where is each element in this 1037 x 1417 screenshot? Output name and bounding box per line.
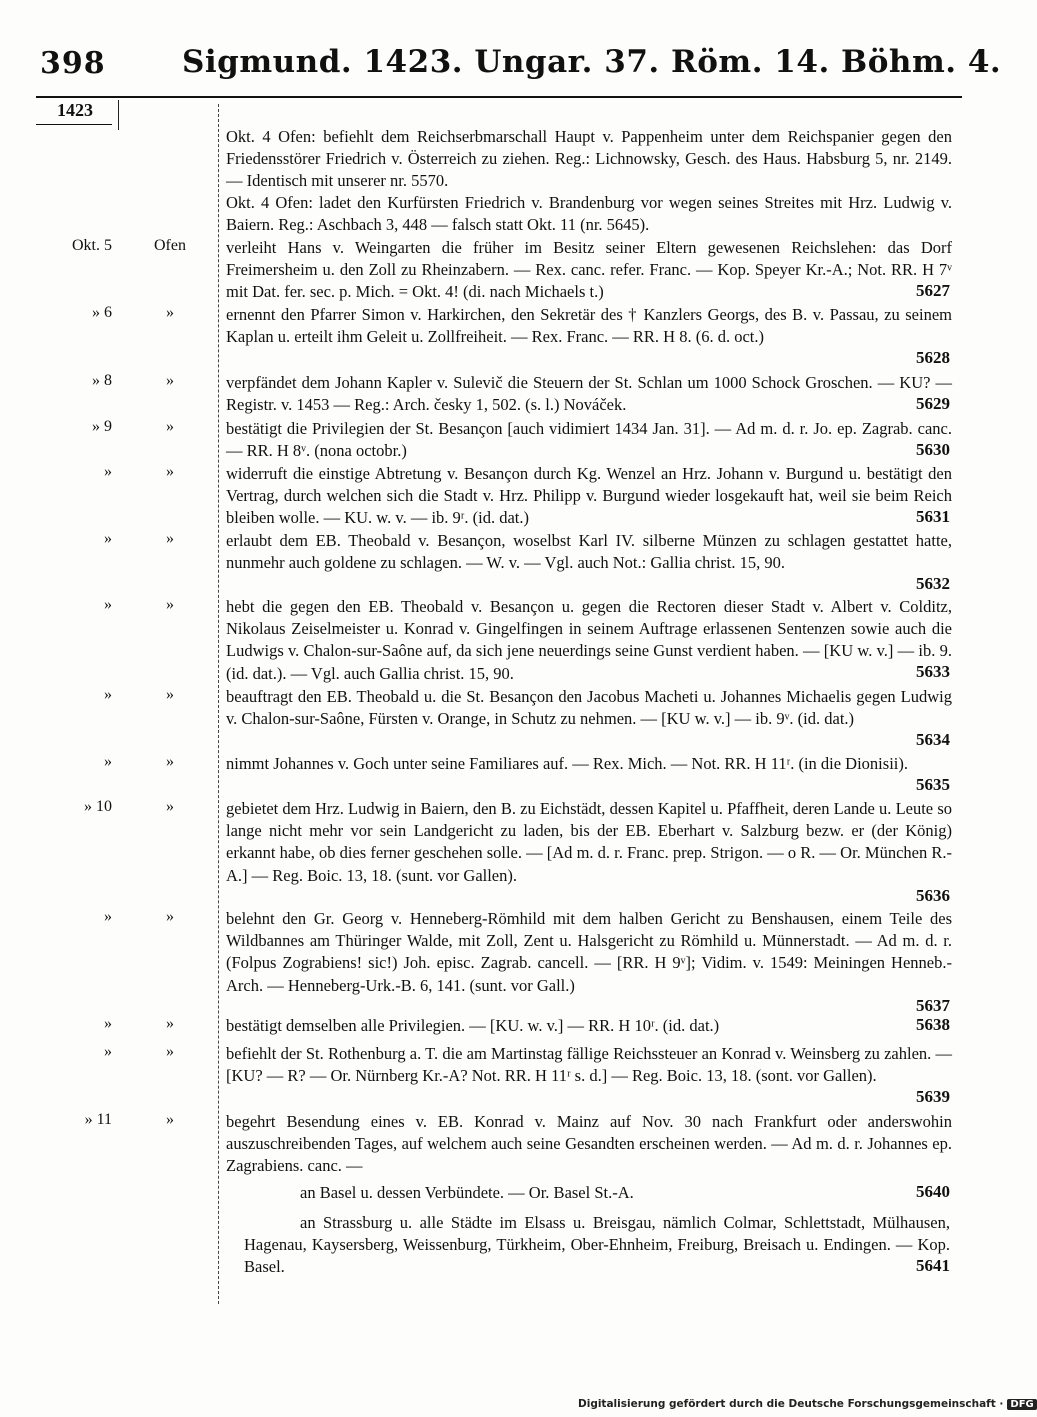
entry-place: » [166,798,174,815]
entry-text: nimmt Johannes v. Goch unter seine Familiares auf. — Rex. Mich. — Not. RR. H 11ʳ. (in die Dionisii). [226,754,908,773]
regest-number: 5641 [916,1256,950,1275]
header-rule [36,96,962,98]
entry-place: » [166,596,174,613]
regest-number: 5636 [916,886,950,905]
regest-number: 5639 [916,1087,950,1106]
entry-date: » [104,753,112,770]
running-head: Sigmund. 1423. Ungar. 37. Röm. 14. Böhm. 4. [182,44,1002,80]
regest-number: 5635 [916,775,950,794]
entry-text: belehnt den Gr. Georg v. Henneberg-Römhild mit dem halben Gericht zu Benshausen, einem Teile des Wildbannes am Thüringer Walde, mit Zoll, Zent u. Halsgericht zu Römhild u. Münnerstadt. — Ad m. d. r. (Folpus Zograbiens! sic!) Joh. episc. Zagrab. cancell. — [RR. H 9ᵛ]; Vidim. v. 1549: Meiningen Henneb.-Arch. — Henneberg-Urk.-B. 6, 141. (sunt. vor Gall.) [226,909,952,995]
year-label: 1423 [57,100,93,120]
entry-text: gebietet dem Hrz. Ludwig in Baiern, den B. zu Eichstädt, dessen Kapitel u. Pfaffheit, deren Lande u. Leute so lange nicht mehr vor sein Landgericht zu laden, bis der EB. Eberhart v. Salzburg bezw. er (der König) erkannt habe, ob dies ferner geschehen solle. — [Ad m. d. r. Franc. prep. Strigon. — o R. — Or. München R.-A.] — Reg. Boic. 13, 18. (sunt. vor Gallen). [226,799,952,885]
entry-place: » [166,1111,174,1128]
entry-date: » 8 [92,372,112,389]
funding-footer [578,1398,1034,1410]
regest-number: 5634 [916,730,950,749]
entry-date: » [104,530,112,547]
entry-text: an Basel u. dessen Verbündete. — Or. Basel St.-A. [300,1183,634,1202]
entry-text: verpfändet dem Johann Kapler v. Sulevič die Steuern der St. Schlan um 1000 Schock Groschen. — KU? — Registr. v. 1453 — Reg.: Arch. česky 1, 502. (s. l.) Nováček. [226,373,952,415]
regest-number: 5627 [916,281,950,300]
entry-date: » 11 [84,1111,112,1128]
entry-place: » [166,304,174,321]
entry-text: an Strassburg u. alle Städte im Elsass u. Breisgau, nämlich Colmar, Schlettstadt, Mülhausen, Hagenau, Kaysersberg, Weissenburg, Türkheim, Ober-Ehnheim, Freiburg, Breisach u. Endingen. — Kop. Basel. [244,1213,950,1277]
entry-date: Okt. 5 [72,237,112,254]
entry-date: » [104,1015,112,1032]
entry-place: » [166,372,174,389]
entry-text: Okt. 4 Ofen: ladet den Kurfürsten Friedrich v. Brandenburg vor wegen seines Streites mit Hrz. Ludwig v. Baiern. Reg.: Aschbach 3, 448 — falsch statt Okt. 11 (nr. 5645). [226,193,952,235]
entry-place: Ofen [154,237,186,254]
entry-place: » [166,686,174,703]
column-rule [218,104,219,1304]
entry-date: » 9 [92,418,112,435]
entry-date: » [104,686,112,703]
entry-text: bestätigt demselben alle Privilegien. — [KU. w. v.] — RR. H 10ʳ. (id. dat.) [226,1016,720,1035]
regest-number: 5628 [916,348,950,367]
entry-place: » [166,530,174,547]
entry-place: » [166,463,174,480]
entry-text: befiehlt der St. Rothenburg a. T. die am Martinstag fällige Reichssteuer an Konrad v. Weinsberg zu zahlen. — [KU? — R? — Or. Nürnberg Kr.-A? Not. RR. H 11ʳ s. d.] — Reg. Boic. 13, 18. (sont. vor Gallen). [226,1044,952,1086]
entry-place: » [166,908,174,925]
footer-text: Digitalisierung gefördert durch die Deutsche Forschungsgemeinschaft · [578,1398,1004,1410]
year-rule [36,124,112,125]
entry-date: » 6 [92,304,112,321]
entry-place: » [166,418,174,435]
column-rule [118,100,119,130]
entry-date: » [104,1043,112,1060]
entry-place: » [166,1015,174,1032]
entry-date: » [104,463,112,480]
regest-number: 5632 [916,574,950,593]
entry-text: begehrt Besendung eines v. EB. Konrad v. Mainz auf Nov. 30 nach Frankfurt oder anderswohin auszuschreibenden Tages, auf welchem auch seine Gesandten erscheinen werden. — Ad m. d. r. Johannes ep. Zagrabiens. canc. — [226,1112,952,1176]
dfg-logo: DFG [1007,1399,1036,1410]
entry-text: widerruft die einstige Abtretung v. Besançon durch Kg. Wenzel an Hrz. Johann v. Burgund u. bestätigt den Vertrag, durch welchen sich die Stadt v. Hrz. Philipp v. Burgund wieder losgekauft hat, weil sie beim Reich bleiben wolle. — KU. w. v. — ib. 9ʳ. (id. dat.) [226,464,952,528]
page-number: 398 [40,46,106,81]
regest-number: 5629 [916,394,950,413]
entry-text: erlaubt dem EB. Theobald v. Besançon, woselbst Karl IV. silberne Münzen zu schlagen gestattet hatte, nunmehr auch goldene zu schlagen. — W. v. — Vgl. auch Not.: Gallia christ. 15, 90. [226,531,952,573]
entry-text: beauftragt den EB. Theobald u. die St. Besançon den Jacobus Macheti u. Johannes Michaelis gegen Ludwig v. Chalon-sur-Saône, Fürsten v. Orange, in Schutz zu nehmen. — [KU w. v.] — ib. 9ᵛ. (id. dat.) [226,687,952,729]
regest-number: 5633 [916,662,950,681]
regest-number: 5637 [916,996,950,1015]
entry-date: » [104,908,112,925]
entry-text: hebt die gegen den EB. Theobald v. Besançon u. gegen die Rectoren dieser Stadt v. Albert v. Colditz, Nikolaus Zeiselmeister u. Konrad v. Gingelfingen in seinem Auftrage erlassenen Sentenzen sowie auch die Ludwigs v. Chalon-sur-Saône auf, da sich jene neuerdings seine Gunst verdient haben. — [KU w. v.] — ib. 9. (id. dat.). — Vgl. auch Gallia christ. 15, 90. [226,597,952,683]
entry-text: Okt. 4 Ofen: befiehlt dem Reichserbmarschall Haupt v. Pappenheim unter dem Reichspanier gegen den Friedensstörer Friedrich v. Österreich zu ziehen. Reg.: Lichnowsky, Gesch. des Haus. Habsburg 5, nr. 2149. — Identisch mit unserer nr. 5570. [226,127,952,191]
regest-number: 5630 [916,440,950,459]
entry-text: verleiht Hans v. Weingarten die früher im Besitz seiner Eltern gewesenen Reichslehen: das Dorf Freimersheim u. den Zoll zu Rheinzabern. — Rex. canc. refer. Franc. — Kop. Speyer Kr.-A.; Not. RR. H 7ᵛ mit Dat. fer. sec. p. Mich. = Okt. 4! (di. nach Michaels t.) [226,238,952,302]
entry-text: ernennt den Pfarrer Simon v. Harkirchen, den Sekretär des † Kanzlers Georgs, des B. v. Passau, zu seinem Kaplan u. erteilt ihm Geleit u. Zollfreiheit. — Rex. Franc. — RR. H 8. (6. d. oct.) [226,305,952,347]
regest-number: 5638 [916,1015,950,1034]
regest-number: 5640 [916,1182,950,1201]
entry-place: » [166,753,174,770]
entry-text: bestätigt die Privilegien der St. Besançon [auch vidimiert 1434 Jan. 31]. — Ad m. d. r. Jo. ep. Zagrab. canc. — RR. H 8ᵛ. (nona octobr.) [226,419,952,461]
entry-date: » [104,596,112,613]
entry-date: » 10 [84,798,112,815]
regest-number: 5631 [916,507,950,526]
entry-place: » [166,1043,174,1060]
